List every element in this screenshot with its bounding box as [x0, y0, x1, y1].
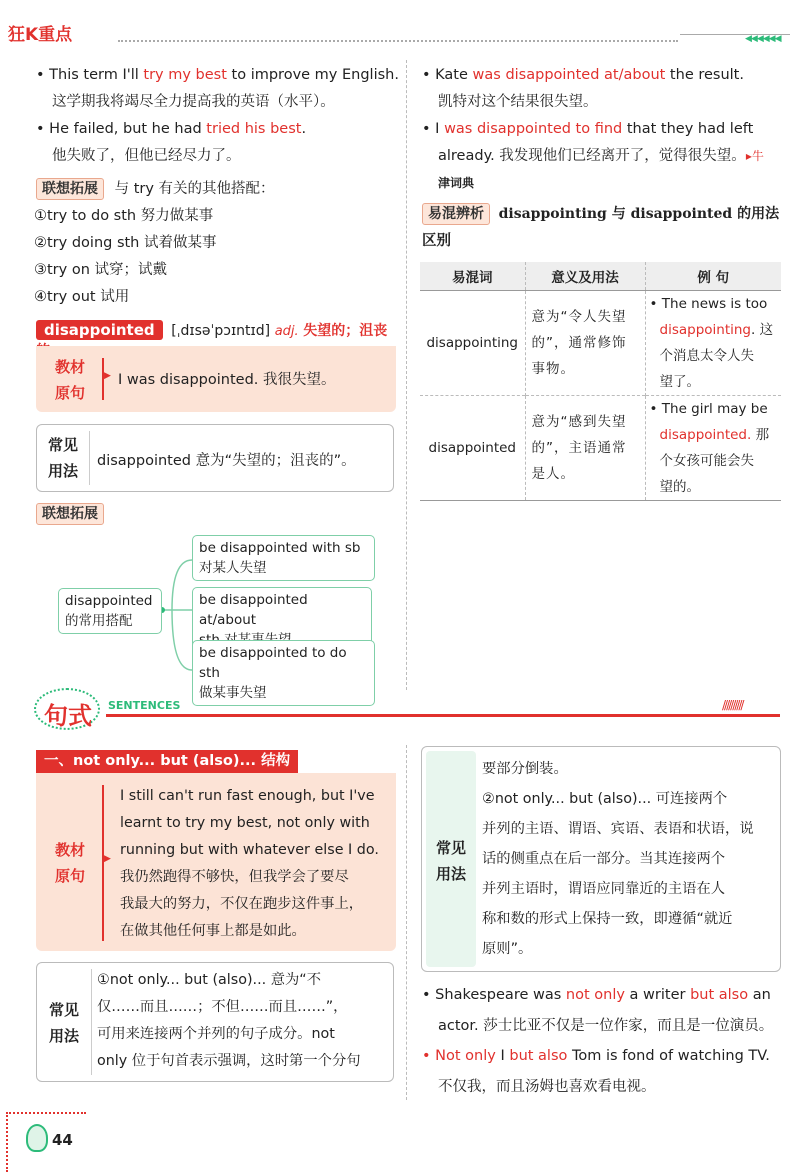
section-subtitle: SENTENCES	[108, 699, 181, 712]
structure-textbook-box	[36, 773, 396, 951]
structure-usage-box	[36, 962, 394, 1082]
highlight: tried his best	[206, 121, 302, 137]
textbook-sentence: I was disappointed. 我很失望。	[118, 372, 336, 388]
bullet: •	[36, 67, 50, 83]
page-number: 44	[52, 1131, 73, 1149]
table-cell: • The girl may be disappointed. 那 个女孩可能会失 望的。	[649, 400, 770, 495]
highlight: try my best	[143, 67, 227, 83]
table-cell: 意为“感到失望 的”，主语通常 是人。	[525, 395, 645, 500]
structure-usage-box-cont	[421, 746, 781, 972]
section-title: 句式	[44, 702, 92, 730]
arrow-icon: ▶	[104, 371, 111, 381]
extension-text: 与 try 有关的其他搭配：	[114, 181, 275, 197]
structure-heading: 一、not only... but (also)... 结构	[36, 750, 298, 773]
example-try-best	[36, 62, 401, 116]
usage-sep	[91, 969, 92, 1075]
usage-label: 常见 用法	[48, 1001, 79, 1045]
header-logo: 狂K重点	[8, 25, 73, 45]
textbook-sentence: I still can't run fast enough, but I've learnt to try my best, not only with running but with whatever else I do. 我仍然跑得不够快，但我学会了要尽 我最大的努力，不仅在跑步这件事上， 在做其他任何事上都是如此。	[120, 788, 379, 939]
column-divider-lower	[406, 745, 407, 1100]
text: to improve my English.	[226, 67, 399, 83]
list-item: ①try to do sth 努力做某事	[34, 208, 214, 224]
example-shakespeare: • Shakespeare was not only a writer but also an actor. 莎士比亚不仅是一位作家，而且是一位演员。	[422, 987, 774, 1034]
table-header-row	[420, 262, 781, 290]
text: He failed, but he had	[49, 121, 207, 137]
table-cell: disappointed	[420, 395, 525, 500]
usage-label: 常见 用法	[435, 839, 466, 883]
try-collocations	[34, 203, 216, 311]
bullet: •	[36, 121, 50, 137]
usage-box	[36, 424, 394, 492]
usage-text: disappointed 意为“失望的；沮丧的”。	[97, 453, 356, 469]
list-item: ③try on 试穿；试戴	[34, 262, 168, 278]
header-arrow-marks: ◀◀◀◀◀◀	[745, 34, 781, 44]
textbook-label: 教材 原句	[54, 841, 85, 885]
extension-heading	[36, 177, 275, 200]
word-headword: disappointed	[36, 320, 163, 340]
bullet: •	[422, 67, 436, 83]
footer-dotted-rule	[6, 1112, 86, 1114]
example-kate: • Kate was disappointed at/about the result. 凯特对这个结果很失望。	[422, 67, 744, 110]
confusion-tag: 易混辨析	[422, 203, 490, 225]
mindmap-root: disappointed 的常用搭配	[58, 588, 162, 634]
extension-tag: 联想拓展	[36, 178, 104, 200]
section-rule	[106, 714, 780, 717]
example-tom: • Not only I but also Tom is fond of watching TV. 不仅我，而且汤姆也喜欢看电视。	[422, 1048, 770, 1095]
example-find: • I was disappointed to find that they had left already. 我发现他们已经离开了，觉得很失望。▸牛 津词典	[422, 121, 764, 190]
section-stripes: //////////	[722, 698, 743, 712]
usage-text: 要部分倒装。 ②not only... but (also)... 可连接两个 并列的主语、谓语、宾语、表语和状语，说 话的侧重点在后一部分。当其连接两个 并列主语时，谓语应同靠近的主语在人 称和数的形式上保持一致，即遵循“就近 原则”。	[482, 761, 754, 957]
bullet: •	[422, 121, 436, 137]
table-header: 例 句	[697, 269, 730, 286]
confusion-heading: 易混辨析 disappointing 与 disappointed 的用法 区别	[422, 201, 782, 255]
word-entry	[36, 320, 396, 345]
text: .	[301, 121, 307, 137]
table-cell: disappointing	[420, 290, 525, 395]
list-item: ④try out 试用	[34, 289, 130, 305]
usage-label: 常见 用法	[47, 436, 78, 480]
source-label: 津词典	[438, 176, 475, 190]
textbook-box	[36, 346, 396, 412]
translation: 他失败了，但他已经尽力了。	[52, 148, 241, 164]
table-cell: • The news is too disappointing. 这 个消息太令人失 望了。	[649, 295, 774, 390]
usage-text: ①not only... but (also)... 意为“不 仅……而且……；不但……而且……”， 可用来连接两个并列的句子成分。not only 位于句首表示强调，这时第一个分句	[97, 972, 361, 1069]
example-tried-best	[36, 116, 401, 170]
usage-sep	[89, 431, 90, 485]
mindmap-node: be disappointed at/about	[192, 587, 372, 653]
header-dotted-rule	[118, 40, 678, 42]
arrow-icon: ▶	[104, 854, 111, 864]
table-header: 易混词	[420, 262, 525, 290]
extension-tag: 联想拓展	[36, 503, 104, 525]
list-item: ②try doing sth 试着做某事	[34, 235, 217, 251]
table-row	[420, 395, 781, 500]
textbook-label: 教材 原句	[54, 358, 85, 402]
table-header: 意义及用法	[525, 262, 645, 290]
table-row	[420, 290, 781, 395]
translation: 这学期我将竭尽全力提高我的英语（水平）。	[52, 94, 335, 110]
table-cell: 意为“令人失望 的”，通常修饰 事物。	[525, 290, 645, 395]
text: This term I'll	[49, 67, 144, 83]
word-phonetic: [ˌdɪsəˈpɔɪntɪd]	[171, 323, 271, 339]
confusion-table	[420, 262, 781, 501]
mindmap-node: be disappointed to do sth 做某事失望	[192, 640, 375, 706]
mindmap-node: be disappointed with sb 对某人失望	[192, 535, 375, 581]
extension-heading-2	[36, 503, 104, 525]
word-meaning: 失望的；沮丧	[303, 323, 388, 339]
footer-dotted-side	[6, 1112, 8, 1172]
lightbulb-icon	[26, 1124, 48, 1152]
column-divider	[406, 60, 407, 690]
word-pos: adj.	[274, 324, 299, 339]
